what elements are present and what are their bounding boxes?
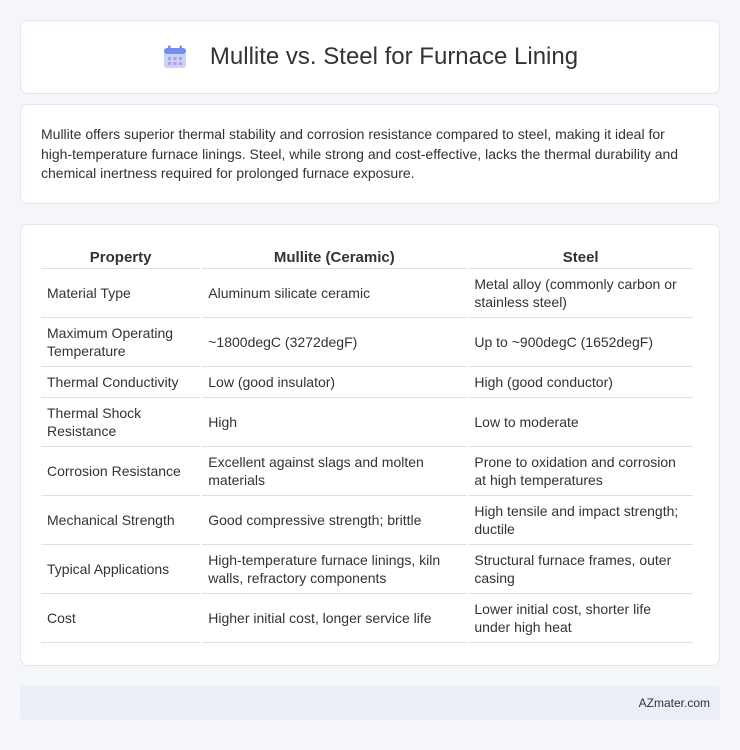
column-header-mullite: Mullite (Ceramic) [202, 245, 466, 269]
column-header-property: Property [41, 245, 200, 269]
comparison-table-card [20, 224, 720, 666]
mullite-cell: ~1800degC (3272degF) [202, 318, 466, 367]
table-header-row [41, 245, 693, 269]
column-header-steel: Steel [468, 245, 693, 269]
mullite-cell: Higher initial cost, longer service life [202, 594, 466, 643]
property-cell: Thermal Shock Resistance [41, 398, 200, 447]
property-cell: Corrosion Resistance [41, 447, 200, 496]
steel-cell: Lower initial cost, shorter life under high heat [468, 594, 693, 643]
mullite-cell: Low (good insulator) [202, 367, 466, 398]
footer-brand: AZmater.com [638, 696, 710, 710]
steel-cell: Structural furnace frames, outer casing [468, 545, 693, 594]
footer-bar [20, 686, 720, 720]
property-cell: Thermal Conductivity [41, 367, 200, 398]
mullite-cell: Aluminum silicate ceramic [202, 269, 466, 318]
title-card [20, 20, 720, 94]
table-row [41, 496, 693, 545]
mullite-cell: Good compressive strength; brittle [202, 496, 466, 545]
property-cell: Mechanical Strength [41, 496, 200, 545]
property-cell: Maximum Operating Temperature [41, 318, 200, 367]
property-cell: Typical Applications [41, 545, 200, 594]
steel-cell: Low to moderate [468, 398, 693, 447]
mullite-cell: High-temperature furnace linings, kiln walls, refractory components [202, 545, 466, 594]
table-row [41, 545, 693, 594]
steel-cell: Up to ~900degC (1652degF) [468, 318, 693, 367]
table-row [41, 398, 693, 447]
steel-cell: High (good conductor) [468, 367, 693, 398]
mullite-cell: High [202, 398, 466, 447]
table-row [41, 594, 693, 643]
summary-text: Mullite offers superior thermal stability and corrosion resistance compared to steel, making it ideal for high-temperature furnace linings. Steel, while strong and cost-effective, lacks the thermal durability and chemical inertness required for prolonged furnace exposure. [41, 126, 679, 181]
property-cell: Cost [41, 594, 200, 643]
property-cell: Material Type [41, 269, 200, 318]
summary-card [20, 104, 720, 204]
calendar-icon [162, 44, 188, 70]
table-row [41, 367, 693, 398]
mullite-cell: Excellent against slags and molten materials [202, 447, 466, 496]
steel-cell: Prone to oxidation and corrosion at high temperatures [468, 447, 693, 496]
table-row [41, 318, 693, 367]
steel-cell: High tensile and impact strength; ductile [468, 496, 693, 545]
comparison-table [39, 245, 695, 643]
table-row [41, 269, 693, 318]
table-row [41, 447, 693, 496]
steel-cell: Metal alloy (commonly carbon or stainless steel) [468, 269, 693, 318]
page-title: Mullite vs. Steel for Furnace Lining [209, 43, 579, 70]
